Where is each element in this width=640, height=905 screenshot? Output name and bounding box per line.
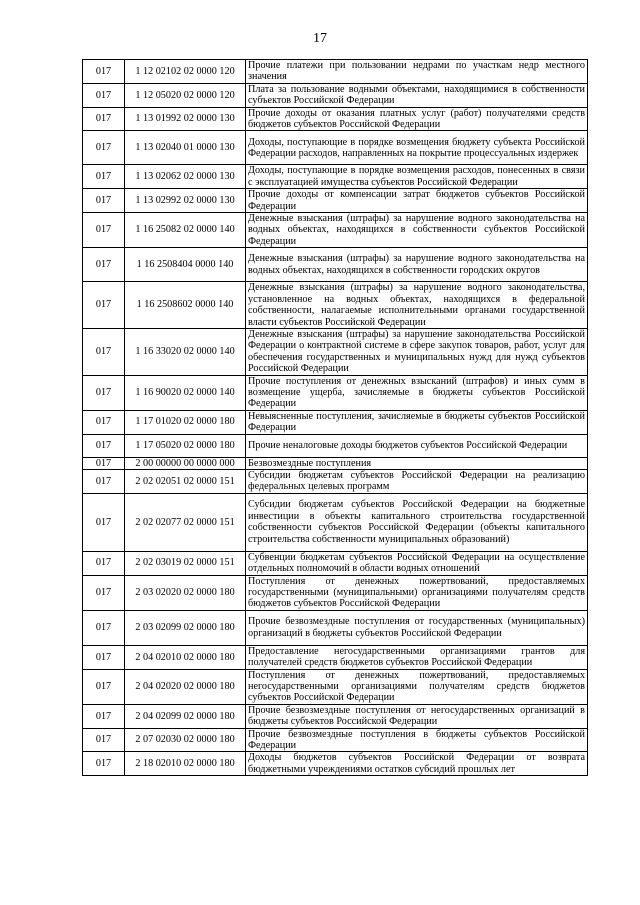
revenue-name-cell: Денежные взыскания (штрафы) за нарушение водного законодательства, установленное на водных объектах, находящихся в федеральной собственности, налагаемые исполнительными органами государственной власти субъектов Российской Федерации (246, 282, 588, 329)
table-row (83, 645, 588, 669)
revenue-name-cell: Поступления от денежных пожертвований, предоставляемых государственными (муниципальными) организациями получателям средств бюджетов субъектов Российской Федерации (246, 575, 588, 610)
admin-code-cell: 017 (83, 282, 125, 329)
budget-code-cell: 1 13 02062 02 0000 130 (125, 165, 246, 189)
table-row (83, 704, 588, 728)
table-row (83, 60, 588, 84)
table-row (83, 610, 588, 645)
revenue-name-cell: Субсидии бюджетам субъектов Российской Федерации на реализацию федеральных целевых программ (246, 469, 588, 493)
table-row (83, 575, 588, 610)
revenue-name-cell: Прочие доходы от оказания платных услуг (работ) получателями средств бюджетов субъектов Российской Федерации (246, 107, 588, 131)
admin-code-cell: 017 (83, 752, 125, 776)
page-number: 17 (313, 31, 327, 46)
budget-code-cell: 2 02 02051 02 0000 151 (125, 469, 246, 493)
budget-code-cell: 2 04 02010 02 0000 180 (125, 645, 246, 669)
admin-code-cell: 017 (83, 457, 125, 469)
admin-code-cell: 017 (83, 83, 125, 107)
revenue-name-cell: Прочие поступления от денежных взысканий (штрафов) и иных сумм в возмещение ущерба, зачисляемые в бюджеты субъектов Российской Федерации (246, 375, 588, 410)
admin-code-cell: 017 (83, 213, 125, 248)
table-row (83, 434, 588, 457)
table-row (83, 131, 588, 165)
budget-code-cell: 1 16 90020 02 0000 140 (125, 375, 246, 410)
admin-code-cell: 017 (83, 645, 125, 669)
budget-code-cell: 1 16 25082 02 0000 140 (125, 213, 246, 248)
revenue-name-cell: Прочие доходы от компенсации затрат бюджетов субъектов Российской Федерации (246, 189, 588, 213)
admin-code-cell: 017 (83, 728, 125, 752)
revenue-name-cell: Субвенции бюджетам субъектов Российской Федерации на осуществление отдельных полномочий в области водных отношений (246, 551, 588, 575)
revenue-name-cell: Прочие безвозмездные поступления от негосударственных организаций в бюджеты субъектов Российской Федерации (246, 704, 588, 728)
revenue-name-cell: Субсидии бюджетам субъектов Российской Федерации на бюджетные инвестиции в объекты капитального строительства государственной собственности субъектов Российской Федерации (объекты капитального строительства собственности муниципальных образований) (246, 493, 588, 551)
admin-code-cell: 017 (83, 165, 125, 189)
table-row (83, 410, 588, 434)
table-row (83, 457, 588, 469)
admin-code-cell: 017 (83, 575, 125, 610)
admin-code-cell: 017 (83, 669, 125, 704)
budget-code-cell: 1 16 33020 02 0000 140 (125, 328, 246, 375)
admin-code-cell: 017 (83, 107, 125, 131)
table-row (83, 728, 588, 752)
table-row (83, 493, 588, 551)
admin-code-cell: 017 (83, 410, 125, 434)
admin-code-cell: 017 (83, 551, 125, 575)
table-row (83, 248, 588, 282)
revenue-name-cell: Доходы, поступающие в порядке возмещения расходов, понесенных в связи с эксплуатацией имущества субъектов Российской Федерации (246, 165, 588, 189)
budget-code-cell: 2 18 02010 02 0000 180 (125, 752, 246, 776)
budget-code-cell: 1 12 05020 02 0000 120 (125, 83, 246, 107)
table-row (83, 469, 588, 493)
revenue-name-cell: Прочие платежи при пользовании недрами по участкам недр местного значения (246, 60, 588, 84)
admin-code-cell: 017 (83, 248, 125, 282)
budget-code-cell: 2 02 03019 02 0000 151 (125, 551, 246, 575)
table-row (83, 189, 588, 213)
budget-code-cell: 2 00 00000 00 0000 000 (125, 457, 246, 469)
revenue-name-cell: Плата за пользование водными объектами, находящимися в собственности субъектов Российской Федерации (246, 83, 588, 107)
budget-code-cell: 1 17 05020 02 0000 180 (125, 434, 246, 457)
table-row (83, 375, 588, 410)
budget-code-cell: 1 12 02102 02 0000 120 (125, 60, 246, 84)
admin-code-cell: 017 (83, 434, 125, 457)
revenue-name-cell: Денежные взыскания (штрафы) за нарушение водного законодательства на водных объектах, находящихся в собственности субъектов Российской Федерации (246, 213, 588, 248)
budget-code-cell: 2 02 02077 02 0000 151 (125, 493, 246, 551)
table-row (83, 328, 588, 375)
revenue-name-cell: Невыясненные поступления, зачисляемые в бюджеты субъектов Российской Федерации (246, 410, 588, 434)
admin-code-cell: 017 (83, 60, 125, 84)
table-row (83, 669, 588, 704)
admin-code-cell: 017 (83, 328, 125, 375)
table-row (83, 83, 588, 107)
table-row (83, 752, 588, 776)
admin-code-cell: 017 (83, 375, 125, 410)
table-row (83, 107, 588, 131)
budget-code-cell: 1 16 2508404 0000 140 (125, 248, 246, 282)
revenue-codes-table (82, 59, 588, 776)
revenue-name-cell: Доходы бюджетов субъектов Российской Федерации от возврата бюджетными учреждениями остатков субсидий прошлых лет (246, 752, 588, 776)
revenue-name-cell: Поступления от денежных пожертвований, предоставляемых негосударственными организациями получателям средств бюджетов субъектов Российской Федерации (246, 669, 588, 704)
revenue-name-cell: Предоставление негосударственными организациями грантов для получателей средств бюджетов субъектов Российской Федерации (246, 645, 588, 669)
table-row (83, 282, 588, 329)
budget-code-cell: 2 04 02020 02 0000 180 (125, 669, 246, 704)
budget-code-cell: 1 13 01992 02 0000 130 (125, 107, 246, 131)
admin-code-cell: 017 (83, 469, 125, 493)
budget-code-cell: 1 13 02040 01 0000 130 (125, 131, 246, 165)
table-row (83, 165, 588, 189)
admin-code-cell: 017 (83, 493, 125, 551)
budget-code-cell: 2 04 02099 02 0000 180 (125, 704, 246, 728)
revenue-name-cell: Прочие безвозмездные поступления в бюджеты субъектов Российской Федерации (246, 728, 588, 752)
budget-code-cell: 2 03 02020 02 0000 180 (125, 575, 246, 610)
budget-code-cell: 1 16 2508602 0000 140 (125, 282, 246, 329)
budget-code-cell: 1 17 01020 02 0000 180 (125, 410, 246, 434)
budget-code-cell: 2 03 02099 02 0000 180 (125, 610, 246, 645)
revenue-name-cell: Прочие безвозмездные поступления от государственных (муниципальных) организаций в бюджеты субъектов Российской Федерации (246, 610, 588, 645)
admin-code-cell: 017 (83, 610, 125, 645)
table-row (83, 551, 588, 575)
revenue-name-cell: Денежные взыскания (штрафы) за нарушение водного законодательства на водных объектах, находящихся в собственности городских округов (246, 248, 588, 282)
budget-code-cell: 2 07 02030 02 0000 180 (125, 728, 246, 752)
revenue-name-cell: Прочие неналоговые доходы бюджетов субъектов Российской Федерации (246, 434, 588, 457)
table-row (83, 213, 588, 248)
admin-code-cell: 017 (83, 131, 125, 165)
revenue-name-cell: Доходы, поступающие в порядке возмещения бюджету субъекта Российской Федерации расходов, направленных на покрытие процессуальных издержек (246, 131, 588, 165)
revenue-name-cell: Безвозмездные поступления (246, 457, 588, 469)
revenue-name-cell: Денежные взыскания (штрафы) за нарушение законодательства Российской Федерации о контрактной системе в сфере закупок товаров, работ, услуг для обеспечения государственных и муниципальных нужд для нужд субъектов Российской Федерации (246, 328, 588, 375)
admin-code-cell: 017 (83, 704, 125, 728)
budget-code-cell: 1 13 02992 02 0000 130 (125, 189, 246, 213)
admin-code-cell: 017 (83, 189, 125, 213)
